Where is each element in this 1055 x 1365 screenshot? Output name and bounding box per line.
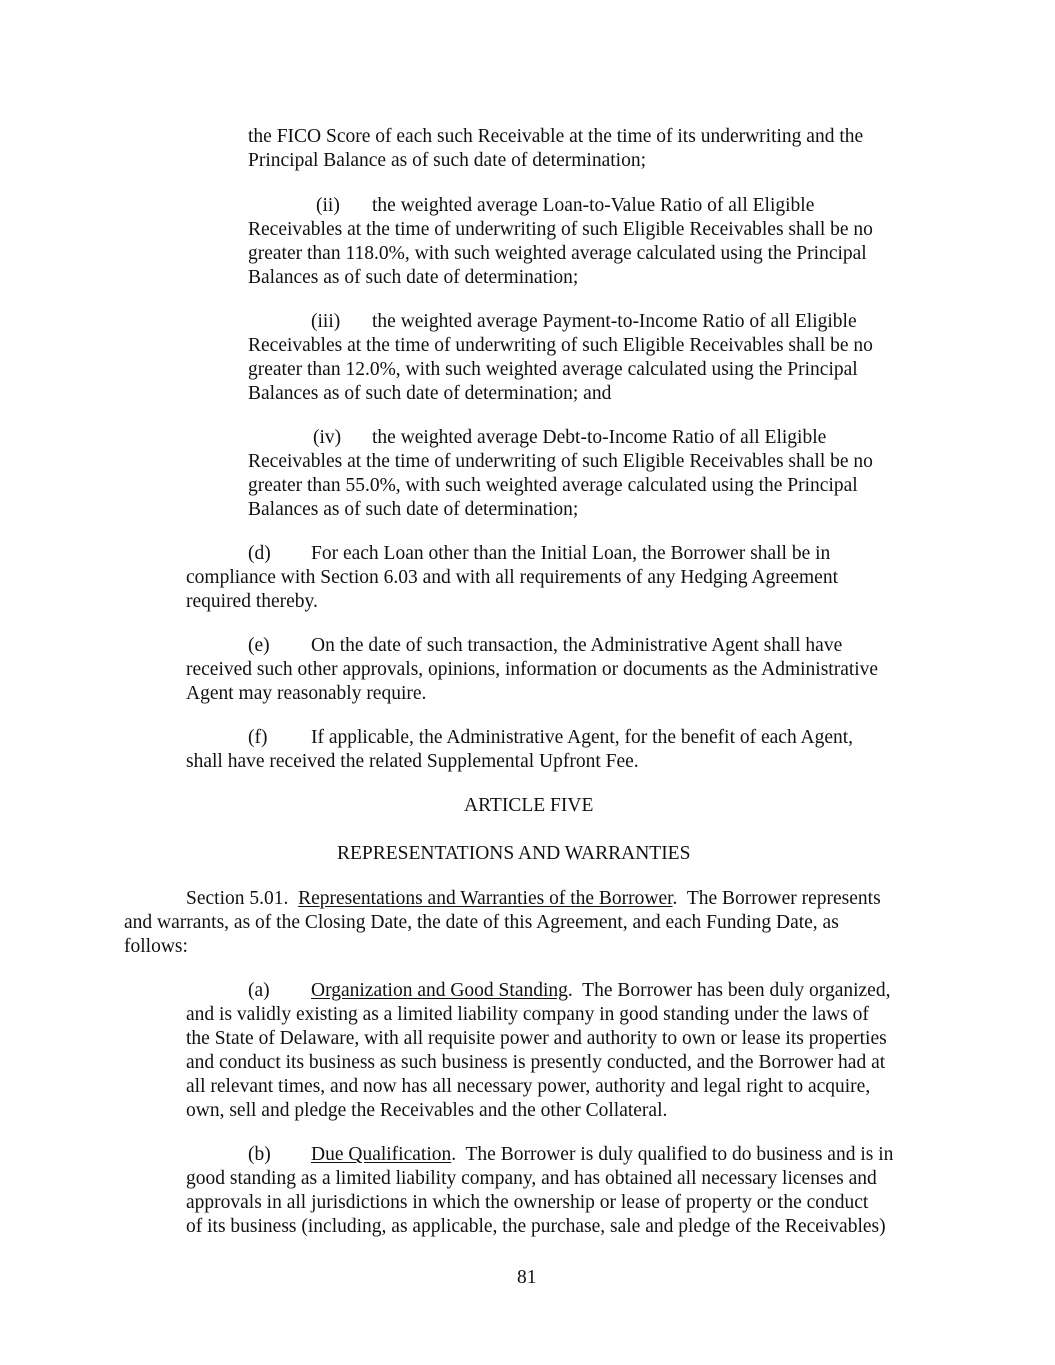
- clause-text: . The Borrower has been duly organized,: [567, 980, 891, 1001]
- paragraph-line: received such other approvals, opinions, information or documents as the Administrative: [186, 659, 879, 680]
- paragraph-line: Balances as of such date of determination;: [248, 499, 579, 520]
- clause-number: (f): [248, 727, 268, 748]
- paragraph-line: approvals in all jurisdictions in which the ownership or lease of property or the conduct: [186, 1192, 869, 1213]
- section-title: Representations and Warranties of the Borrower: [298, 888, 673, 909]
- paragraph-line: Balances as of such date of determination;: [248, 267, 579, 288]
- paragraph-line: Principal Balance as of such date of determination;: [248, 150, 646, 171]
- paragraph-line: greater than 12.0%, with such weighted average calculated using the Principal: [248, 359, 858, 380]
- clause-number: (iii): [311, 311, 341, 332]
- section-heading-line: [186, 887, 881, 911]
- paragraph-line: the weighted average Debt-to-Income Ratio of all Eligible: [372, 427, 827, 448]
- paragraph-line: of its business (including, as applicable, the purchase, sale and pledge of the Receivables): [186, 1216, 886, 1237]
- paragraph-line: For each Loan other than the Initial Loan, the Borrower shall be in: [311, 543, 831, 564]
- paragraph-line: Receivables at the time of underwriting of such Eligible Receivables shall be no: [248, 451, 873, 472]
- paragraph-line: Agent may reasonably require.: [186, 683, 427, 704]
- paragraph-line: shall have received the related Supplemental Upfront Fee.: [186, 751, 639, 772]
- paragraph-line: own, sell and pledge the Receivables and the other Collateral.: [186, 1100, 668, 1121]
- page-number: 81: [517, 1267, 537, 1288]
- paragraph-line: and conduct its business as such business is presently conducted, and the Borrower had at: [186, 1052, 886, 1073]
- paragraph-line: Balances as of such date of determination; and: [248, 383, 612, 404]
- clause-title: Organization and Good Standing: [311, 980, 568, 1001]
- clause-heading-line: [311, 979, 890, 1003]
- clause-number: (iv): [313, 427, 342, 448]
- paragraph-line: and warrants, as of the Closing Date, the date of this Agreement, and each Funding Date, as: [124, 912, 839, 933]
- paragraph-line: good standing as a limited liability company, and has obtained all necessary licenses and: [186, 1168, 877, 1189]
- article-heading: ARTICLE FIVE: [464, 795, 594, 816]
- clause-number: (a): [248, 980, 270, 1001]
- paragraph-line: greater than 55.0%, with such weighted average calculated using the Principal: [248, 475, 858, 496]
- clause-heading-line: [311, 1143, 893, 1167]
- paragraph-line: the FICO Score of each such Receivable at the time of its underwriting and the: [248, 126, 864, 147]
- clause-number: (ii): [316, 195, 340, 216]
- paragraph-line: all relevant times, and now has all necessary power, authority and legal right to acquire,: [186, 1076, 871, 1097]
- clause-number: (d): [248, 543, 271, 564]
- paragraph-line: Receivables at the time of underwriting of such Eligible Receivables shall be no: [248, 219, 873, 240]
- section-label: Section 5.01.: [186, 888, 289, 909]
- clause-text: . The Borrower is duly qualified to do business and is in: [451, 1144, 894, 1165]
- article-title: REPRESENTATIONS AND WARRANTIES: [337, 843, 691, 864]
- paragraph-line: On the date of such transaction, the Administrative Agent shall have: [311, 635, 843, 656]
- paragraph-line: the weighted average Payment-to-Income Ratio of all Eligible: [372, 311, 857, 332]
- paragraph-line: the State of Delaware, with all requisite power and authority to own or lease its properties: [186, 1028, 887, 1049]
- paragraph-line: required thereby.: [186, 591, 318, 612]
- clause-number: (b): [248, 1144, 271, 1165]
- paragraph-line: If applicable, the Administrative Agent, for the benefit of each Agent,: [311, 727, 854, 748]
- paragraph-line: and is validly existing as a limited liability company in good standing under the laws of: [186, 1004, 869, 1025]
- clause-number: (e): [248, 635, 270, 656]
- paragraph-line: compliance with Section 6.03 and with all requirements of any Hedging Agreement: [186, 567, 838, 588]
- paragraph-line: Receivables at the time of underwriting of such Eligible Receivables shall be no: [248, 335, 873, 356]
- clause-title: Due Qualification: [311, 1144, 452, 1165]
- paragraph-line: the weighted average Loan-to-Value Ratio of all Eligible: [372, 195, 815, 216]
- paragraph-line: follows:: [124, 936, 188, 957]
- section-text: . The Borrower represents: [672, 888, 881, 909]
- paragraph-line: greater than 118.0%, with such weighted average calculated using the Principal: [248, 243, 867, 264]
